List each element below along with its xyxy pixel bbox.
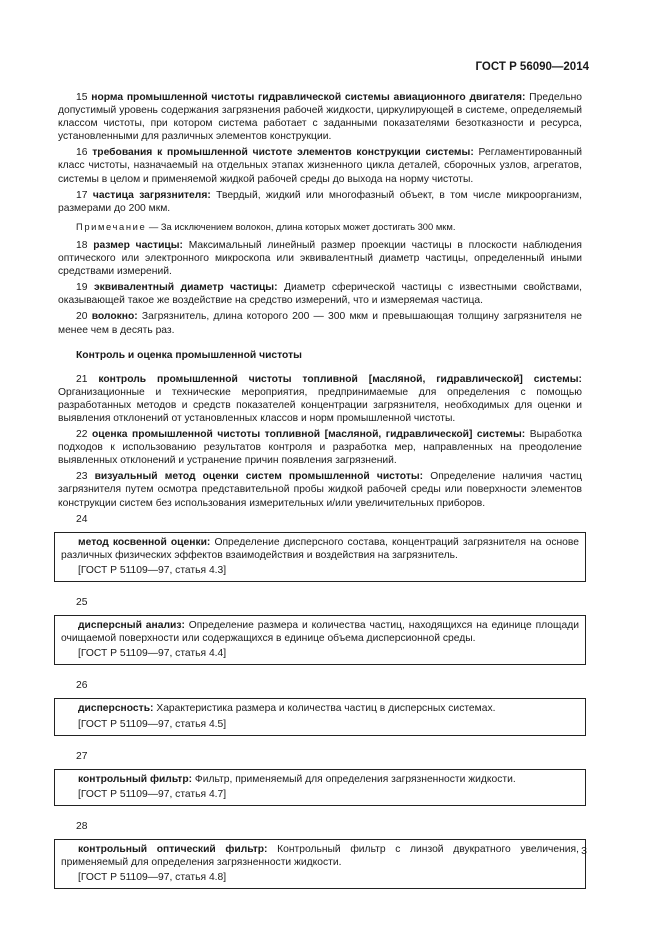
term-27-body (61, 773, 579, 786)
term-title: норма промышленной чистоты гидравлической системы авиационного двигателя: (91, 92, 526, 103)
term-title: визуальный метод оценки систем промышленной чистоты: (94, 471, 424, 483)
term-title: требования к промышленной чистоте элементов конструкции системы: (92, 147, 474, 159)
term-definition: Твердый, жидкий или многофазный объект, в том числе микроорганизм, размерами до 200 мкм. (58, 189, 582, 214)
term-number: 16 (76, 147, 88, 159)
term-number: 15 (76, 92, 88, 103)
term-17 (58, 189, 582, 215)
term-definition: Максимальный линейный размер проекции частицы в плоскости наблюдения оптического или электронного микроскопа или эквивалентный диаметр частицы, определенный иными средствами измерений. (58, 239, 582, 278)
term-24-body (61, 536, 579, 562)
term-source: [ГОСТ Р 51109—97, статья 4.8] (78, 872, 227, 884)
note (58, 220, 582, 233)
term-24-box (54, 532, 586, 582)
term-definition: Организационные и технические мероприятия, предпринимаемые для определения с помощью разработанных методов и средств показателей концентрации загрязнителя, необходимых для оценки и выявления отклонений от установленных классов и норм промышленной чистоты. (58, 386, 582, 424)
term-title: контроль промышленной чистоты топливной [масляной, гидравлической] системы: (98, 373, 582, 385)
standard-designation: ГОСТ Р 56090—2014 (475, 61, 589, 73)
term-28-number: 28 (76, 820, 88, 832)
term-25-body (61, 619, 579, 645)
term-number: 17 (76, 189, 88, 201)
note-label: Примечание (76, 220, 147, 232)
term-definition: Диаметр сферической частицы с известными свойствами, оказывающей такое же воздействие на средство измерений, что и измеряемая частица. (58, 282, 582, 307)
term-26-box (54, 698, 586, 735)
term-title: эквивалентный диаметр частицы: (93, 282, 278, 294)
term-25-box (54, 615, 586, 665)
term-28-body (61, 843, 579, 869)
term-source: [ГОСТ Р 51109—97, статья 4.7] (78, 788, 227, 800)
term-19 (58, 281, 582, 307)
term-source: [ГОСТ Р 51109—97, статья 4.5] (78, 718, 227, 730)
term-number: 21 (76, 373, 88, 385)
page-number: 3 (581, 845, 587, 857)
term-definition: Определение дисперсного состава, концентраций загрязнителя на основе различных физических эффектов взаимодействия и воздействия на загрязнитель. (61, 536, 579, 561)
term-definition: Загрязнитель, длина которого 200 — 300 мкм и превышающая толщину загрязнителя не менее чем в десять раз. (58, 311, 582, 336)
term-title: дисперсность: (78, 703, 154, 715)
term-definition: Контрольный фильтр с линзой двукратного увеличения, применяемый для определения загрязненности жидкости. (61, 844, 579, 869)
term-21 (58, 373, 582, 425)
term-title: частица загрязнителя: (92, 189, 211, 201)
term-26-number: 26 (76, 680, 88, 692)
term-title: контрольный оптический фильтр: (78, 844, 268, 856)
term-title: метод косвенной оценки: (78, 536, 211, 548)
term-24-number: 24 (76, 513, 88, 525)
term-definition: Определение наличия частиц загрязнителя путем осмотра представительной пробы жидкой рабочей среды или поверхности элементов конструкции систем без использования измерительных и/или увеличительных приборов. (58, 471, 582, 509)
term-27-box (54, 769, 586, 806)
term-source: [ГОСТ Р 51109—97, статья 4.4] (78, 648, 227, 660)
term-source: [ГОСТ Р 51109—97, статья 4.3] (78, 564, 227, 576)
term-title: оценка промышленной чистоты топливной [масляной, гидравлической] системы: (92, 429, 526, 441)
term-number: 23 (76, 471, 88, 483)
term-definition: Предельно допустимый уровень содержания загрязнения рабочей жидкости, циркулирующей в системе, определяемый классом чистоты, при котором система работает с заданными показателями безотказности и ресурса, установленными для различных элементов конструкции. (58, 92, 582, 143)
term-16 (58, 146, 582, 185)
term-20 (58, 310, 582, 336)
term-number: 18 (76, 239, 88, 251)
term-28-box (54, 839, 586, 889)
term-number: 20 (76, 311, 88, 323)
term-definition: Фильтр, применяемый для определения загрязненности жидкости. (192, 773, 516, 785)
term-number: 19 (76, 282, 88, 294)
term-definition: Характеристика размера и количества частиц в дисперсных системах. (153, 703, 496, 715)
term-25-number: 25 (76, 597, 88, 608)
term-18 (58, 239, 582, 278)
section-title: Контроль и оценка промышленной чистоты (76, 349, 302, 361)
term-number: 22 (76, 429, 88, 441)
term-15 (58, 91, 582, 143)
term-title: дисперсный анализ: (78, 620, 185, 632)
term-definition: Регламентированный класс чистоты, назначаемый на отдельных этапах жизненного цикла деталей, сборочных узлов, агрегатов, системы в целом и применяемой жидкой рабочей среды до выхода на норму чистоты. (58, 147, 582, 185)
content (58, 91, 582, 903)
term-title: контрольный фильтр: (78, 773, 193, 785)
term-22 (58, 428, 582, 467)
term-title: волокно: (91, 311, 138, 323)
term-title: размер частицы: (93, 239, 183, 251)
term-27-number: 27 (76, 750, 88, 762)
term-23 (58, 470, 582, 509)
term-26-body (61, 702, 579, 715)
term-definition: Определение размера и количества частиц, находящихся на единице площади очищаемой поверхности или содержащихся в единице объема дисперсионной среды. (61, 620, 579, 645)
note-text: — За исключением волокон, длина которых может достигать 300 мкм. (146, 220, 456, 232)
term-definition: Выработка подходов к использованию результатов контроля и разработка мер, направленных на преодоление выявленных отклонений и устранение причин появления загрязнений. (58, 429, 582, 467)
